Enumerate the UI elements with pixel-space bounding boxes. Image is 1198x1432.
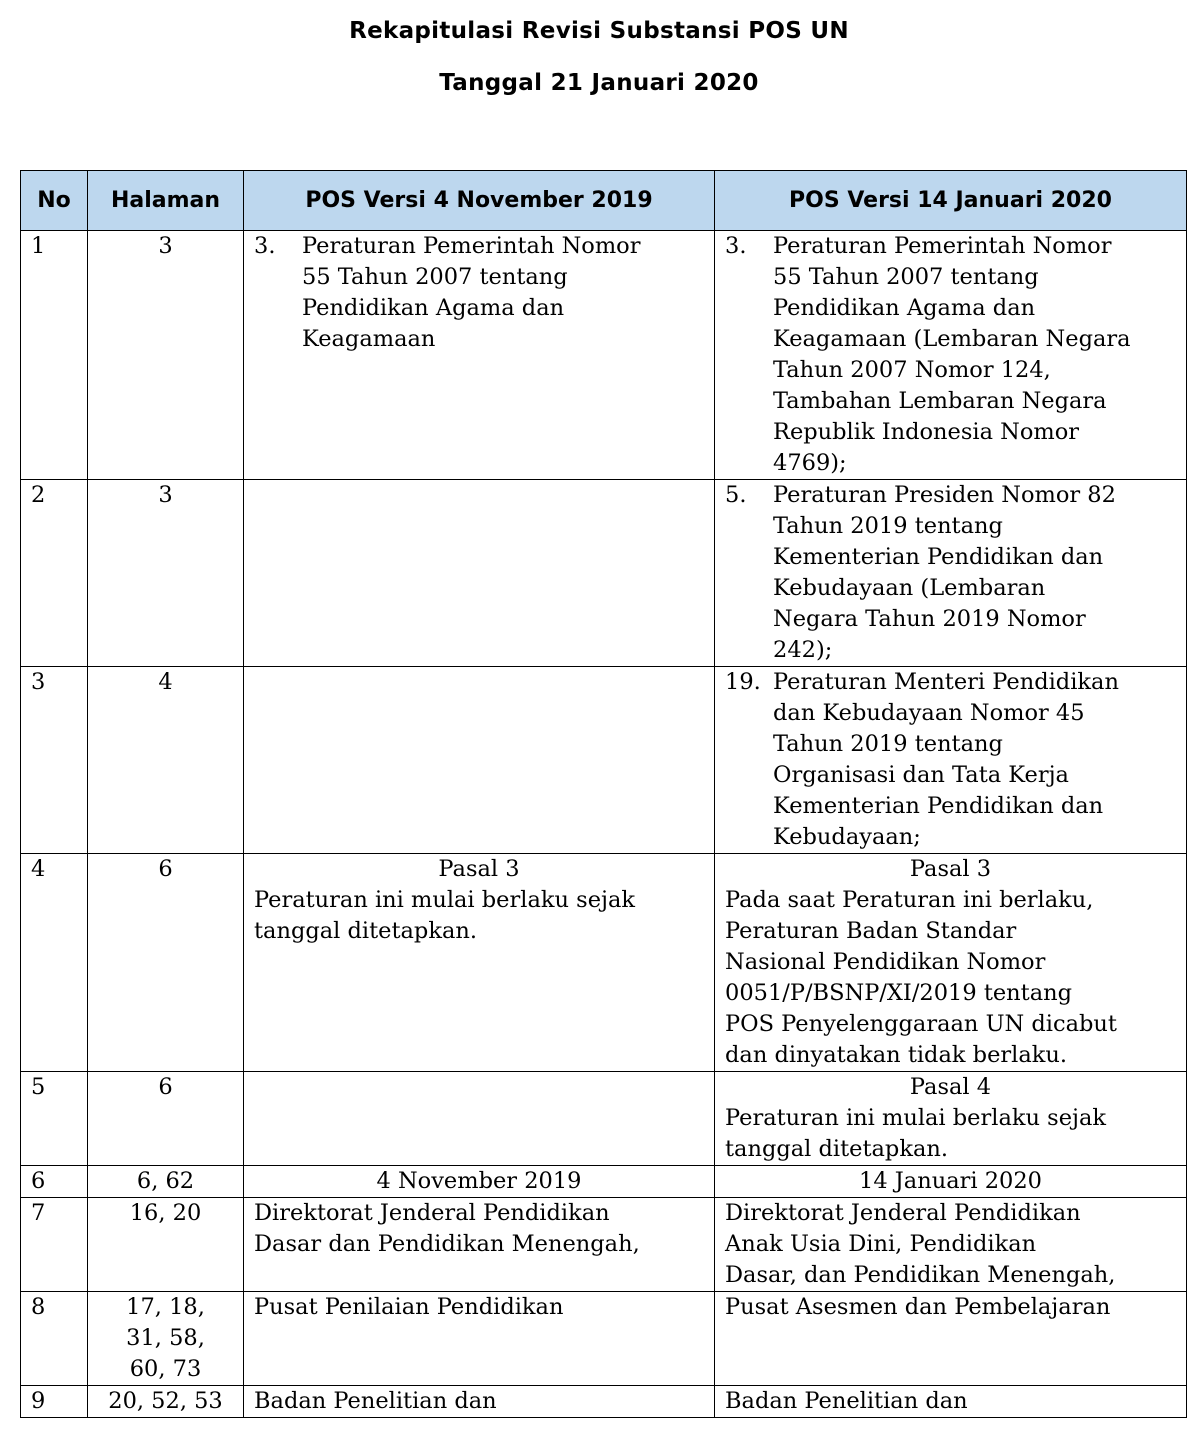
- cell-halaman: 4: [88, 667, 244, 854]
- cell-pos-old: [244, 854, 715, 1072]
- header-pos-old: POS Versi 4 November 2019: [244, 171, 715, 231]
- text-line: Republik Indonesia Nomor: [773, 419, 1080, 445]
- text-line: POS Penyelenggaraan UN dicabut: [725, 1011, 1117, 1037]
- text-line: Peraturan ini mulai berlaku sejak: [725, 1105, 1107, 1131]
- text-line: 0051/P/BSNP/XI/2019 tentang: [725, 980, 1073, 1006]
- cell-halaman: 3: [88, 231, 244, 480]
- cell-no: 8: [21, 1292, 88, 1386]
- halaman-line: 60, 73: [129, 1356, 202, 1382]
- cell-heading: 4 November 2019: [376, 1168, 582, 1194]
- header-halaman: Halaman: [88, 171, 244, 231]
- cell-pos-new: [715, 480, 1187, 667]
- item-number: 3.: [254, 233, 276, 259]
- halaman-line: 17, 18,: [126, 1294, 205, 1320]
- halaman-line: 31, 58,: [126, 1325, 205, 1351]
- cell-pos-new: [715, 1292, 1187, 1386]
- document-title: Rekapitulasi Revisi Substansi POS UN: [349, 18, 849, 44]
- cell-halaman: 3: [88, 480, 244, 667]
- text-line: Pada saat Peraturan ini berlaku,: [725, 887, 1094, 913]
- cell-halaman: 6: [88, 854, 244, 1072]
- text-line: Peraturan ini mulai berlaku sejak: [254, 887, 636, 913]
- text-line: 55 Tahun 2007 tentang: [302, 264, 568, 290]
- text-line: Pendidikan Agama dan: [302, 295, 565, 321]
- cell-no: 6: [21, 1166, 88, 1198]
- text-line: Negara Tahun 2019 Nomor: [773, 606, 1086, 632]
- cell-pos-new: [715, 231, 1187, 480]
- numbered-item: [254, 231, 704, 355]
- text-line: Peraturan Pemerintah Nomor: [302, 233, 641, 259]
- item-text: [302, 231, 704, 355]
- table-row: [21, 1166, 1187, 1198]
- cell-pos-new: [715, 1386, 1187, 1418]
- text-line: Kebudayaan (Lembaran: [773, 575, 1046, 601]
- header-pos-new: POS Versi 14 Januari 2020: [715, 171, 1187, 231]
- numbered-item: [725, 231, 1176, 479]
- text-line: Pusat Asesmen dan Pembelajaran: [725, 1294, 1111, 1320]
- table-row: [21, 1292, 1187, 1386]
- text-line: Badan Penelitian dan: [725, 1388, 968, 1414]
- text-line: Badan Penelitian dan: [254, 1388, 497, 1414]
- text-line: Tahun 2007 Nomor 124,: [773, 357, 1051, 383]
- text-line: Direktorat Jenderal Pendidikan: [725, 1200, 1081, 1226]
- cell-pos-old: [244, 1386, 715, 1418]
- text-line: tanggal ditetapkan.: [725, 1136, 949, 1162]
- text-line: Nasional Pendidikan Nomor: [725, 949, 1046, 975]
- item-number: 3.: [725, 233, 747, 259]
- text-line: Tahun 2019 tentang: [773, 513, 1003, 539]
- text-line: Pendidikan Agama dan: [773, 295, 1036, 321]
- text-line: dan dinyatakan tidak berlaku.: [725, 1042, 1068, 1068]
- cell-pos-new: [715, 1072, 1187, 1166]
- item-number: 19.: [725, 669, 761, 695]
- cell-no: 4: [21, 854, 88, 1072]
- cell-heading: Pasal 3: [909, 856, 992, 882]
- text-line: Dasar, dan Pendidikan Menengah,: [725, 1262, 1116, 1288]
- text-line: Kebudayaan;: [773, 824, 921, 850]
- cell-pos-old: [244, 231, 715, 480]
- cell-no: 7: [21, 1198, 88, 1292]
- cell-halaman: 6, 62: [88, 1166, 244, 1198]
- numbered-item: [725, 480, 1176, 666]
- cell-pos-old: [244, 1198, 715, 1292]
- text-line: tanggal ditetapkan.: [254, 918, 478, 944]
- table-row: [21, 231, 1187, 480]
- item-text: [773, 231, 1176, 479]
- cell-pos-new: [715, 1166, 1187, 1198]
- table-header-row: [21, 171, 1187, 231]
- cell-pos-new: [715, 854, 1187, 1072]
- cell-heading: Pasal 3: [438, 856, 520, 882]
- cell-pos-old: [244, 667, 715, 854]
- table-row: [21, 1198, 1187, 1292]
- item-number: 5.: [725, 482, 747, 508]
- text-line: Tahun 2019 tentang: [773, 731, 1003, 757]
- numbered-item: [725, 667, 1176, 853]
- cell-pos-old: [244, 480, 715, 667]
- text-line: Pusat Penilaian Pendidikan: [254, 1294, 564, 1320]
- text-line: Tambahan Lembaran Negara: [773, 388, 1107, 414]
- cell-pos-old: [244, 1166, 715, 1198]
- cell-no: 3: [21, 667, 88, 854]
- text-line: Keagamaan: [302, 326, 436, 352]
- text-line: Anak Usia Dini, Pendidikan: [725, 1231, 1037, 1257]
- text-line: Peraturan Menteri Pendidikan: [773, 669, 1119, 695]
- cell-no: 1: [21, 231, 88, 480]
- cell-no: 2: [21, 480, 88, 667]
- text-line: 4769);: [773, 450, 847, 476]
- item-text: [773, 667, 1176, 853]
- text-line: Kementerian Pendidikan dan: [773, 793, 1104, 819]
- text-line: Organisasi dan Tata Kerja: [773, 762, 1069, 788]
- cell-pos-old: [244, 1072, 715, 1166]
- cell-pos-old: [244, 1292, 715, 1386]
- table-body: [21, 231, 1187, 1418]
- cell-heading: 14 Januari 2020: [859, 1168, 1042, 1194]
- text-line: Direktorat Jenderal Pendidikan: [254, 1200, 610, 1226]
- header-no: No: [21, 171, 88, 231]
- cell-heading: Pasal 4: [909, 1074, 992, 1100]
- cell-halaman: [88, 1292, 244, 1386]
- text-line: Peraturan Presiden Nomor 82: [773, 482, 1116, 508]
- item-text: [773, 480, 1176, 666]
- text-line: Kementerian Pendidikan dan: [773, 544, 1104, 570]
- table-row: [21, 667, 1187, 854]
- cell-no: 5: [21, 1072, 88, 1166]
- text-line: Keagamaan (Lembaran Negara: [773, 326, 1131, 352]
- cell-halaman: 20, 52, 53: [88, 1386, 244, 1418]
- document-date: Tanggal 21 Januari 2020: [439, 70, 759, 96]
- table-row: [21, 480, 1187, 667]
- table-row: [21, 854, 1187, 1072]
- text-line: Peraturan Pemerintah Nomor: [773, 233, 1112, 259]
- cell-halaman: 6: [88, 1072, 244, 1166]
- cell-pos-new: [715, 1198, 1187, 1292]
- text-line: 55 Tahun 2007 tentang: [773, 264, 1039, 290]
- cell-pos-new: [715, 667, 1187, 854]
- revision-table: [20, 170, 1187, 1418]
- text-line: Dasar dan Pendidikan Menengah,: [254, 1231, 640, 1257]
- text-line: dan Kebudayaan Nomor 45: [773, 700, 1085, 726]
- text-line: Peraturan Badan Standar: [725, 918, 1017, 944]
- text-line: 242);: [773, 637, 833, 663]
- table-row: [21, 1386, 1187, 1418]
- cell-halaman: 16, 20: [88, 1198, 244, 1292]
- cell-no: 9: [21, 1386, 88, 1418]
- table-row: [21, 1072, 1187, 1166]
